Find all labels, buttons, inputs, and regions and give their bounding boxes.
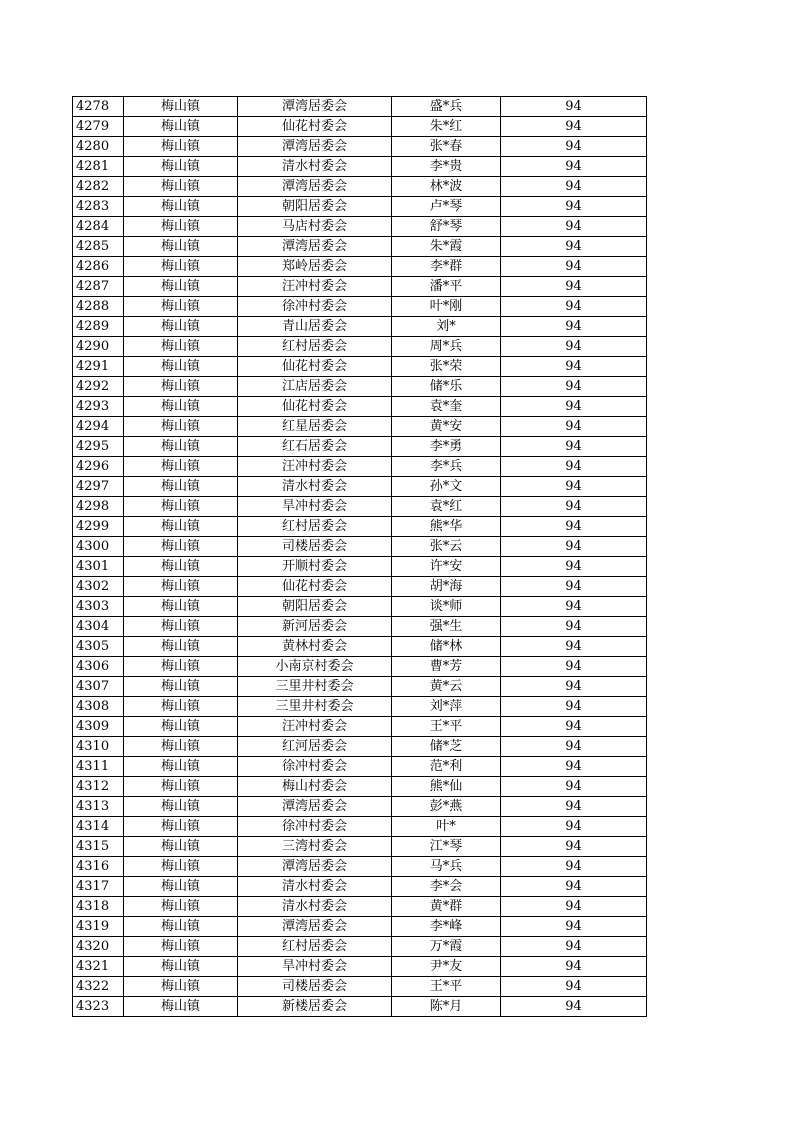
value-cell: 94 (501, 777, 647, 797)
village-committee-cell: 旱冲村委会 (238, 957, 392, 977)
row-number-cell: 4323 (73, 997, 124, 1017)
table-row (73, 857, 647, 877)
town-cell: 梅山镇 (124, 257, 238, 277)
person-name-cell: 叶*刚 (392, 297, 501, 317)
person-name-cell: 陈*月 (392, 997, 501, 1017)
row-number-cell: 4284 (73, 217, 124, 237)
person-name-cell: 马*兵 (392, 857, 501, 877)
value-cell: 94 (501, 457, 647, 477)
person-name-cell: 李*群 (392, 257, 501, 277)
table-row (73, 657, 647, 677)
value-cell: 94 (501, 117, 647, 137)
table-row (73, 457, 647, 477)
person-name-cell: 孙*文 (392, 477, 501, 497)
person-name-cell: 周*兵 (392, 337, 501, 357)
row-number-cell: 4307 (73, 677, 124, 697)
village-committee-cell: 汪冲村委会 (238, 457, 392, 477)
town-cell: 梅山镇 (124, 797, 238, 817)
value-cell: 94 (501, 657, 647, 677)
table-row (73, 177, 647, 197)
value-cell: 94 (501, 637, 647, 657)
row-number-cell: 4309 (73, 717, 124, 737)
row-number-cell: 4311 (73, 757, 124, 777)
person-name-cell: 朱*霞 (392, 237, 501, 257)
table-body (73, 97, 647, 1017)
person-name-cell: 储*乐 (392, 377, 501, 397)
row-number-cell: 4317 (73, 877, 124, 897)
person-name-cell: 谈*师 (392, 597, 501, 617)
table-row (73, 157, 647, 177)
table-row (73, 477, 647, 497)
table-row (73, 217, 647, 237)
table-row (73, 877, 647, 897)
town-cell: 梅山镇 (124, 577, 238, 597)
value-cell: 94 (501, 837, 647, 857)
town-cell: 梅山镇 (124, 417, 238, 437)
row-number-cell: 4291 (73, 357, 124, 377)
row-number-cell: 4299 (73, 517, 124, 537)
person-name-cell: 胡*海 (392, 577, 501, 597)
person-name-cell: 王*平 (392, 977, 501, 997)
village-committee-cell: 仙花村委会 (238, 357, 392, 377)
person-name-cell: 叶* (392, 817, 501, 837)
data-table (72, 96, 647, 1017)
row-number-cell: 4293 (73, 397, 124, 417)
village-committee-cell: 马店村委会 (238, 217, 392, 237)
value-cell: 94 (501, 677, 647, 697)
town-cell: 梅山镇 (124, 657, 238, 677)
value-cell: 94 (501, 397, 647, 417)
table-row (73, 537, 647, 557)
table-row (73, 697, 647, 717)
row-number-cell: 4281 (73, 157, 124, 177)
village-committee-cell: 清水村委会 (238, 157, 392, 177)
town-cell: 梅山镇 (124, 597, 238, 617)
value-cell: 94 (501, 937, 647, 957)
row-number-cell: 4298 (73, 497, 124, 517)
value-cell: 94 (501, 897, 647, 917)
town-cell: 梅山镇 (124, 457, 238, 477)
town-cell: 梅山镇 (124, 957, 238, 977)
village-committee-cell: 潭湾居委会 (238, 917, 392, 937)
table-row (73, 497, 647, 517)
row-number-cell: 4292 (73, 377, 124, 397)
row-number-cell: 4294 (73, 417, 124, 437)
person-name-cell: 刘*萍 (392, 697, 501, 717)
person-name-cell: 张*云 (392, 537, 501, 557)
value-cell: 94 (501, 577, 647, 597)
person-name-cell: 李*兵 (392, 457, 501, 477)
village-committee-cell: 新河居委会 (238, 617, 392, 637)
village-committee-cell: 仙花村委会 (238, 577, 392, 597)
table-row (73, 297, 647, 317)
person-name-cell: 李*勇 (392, 437, 501, 457)
village-committee-cell: 朝阳居委会 (238, 597, 392, 617)
town-cell: 梅山镇 (124, 477, 238, 497)
value-cell: 94 (501, 597, 647, 617)
village-committee-cell: 清水村委会 (238, 877, 392, 897)
value-cell: 94 (501, 737, 647, 757)
table-row (73, 137, 647, 157)
value-cell: 94 (501, 957, 647, 977)
village-committee-cell: 开顺村委会 (238, 557, 392, 577)
table-row (73, 517, 647, 537)
town-cell: 梅山镇 (124, 137, 238, 157)
value-cell: 94 (501, 817, 647, 837)
village-committee-cell: 潭湾居委会 (238, 177, 392, 197)
person-name-cell: 李*会 (392, 877, 501, 897)
person-name-cell: 潘*平 (392, 277, 501, 297)
village-committee-cell: 司楼居委会 (238, 977, 392, 997)
village-committee-cell: 红河居委会 (238, 737, 392, 757)
town-cell: 梅山镇 (124, 317, 238, 337)
village-committee-cell: 红村居委会 (238, 337, 392, 357)
person-name-cell: 彭*燕 (392, 797, 501, 817)
village-committee-cell: 旱冲村委会 (238, 497, 392, 517)
table-row (73, 257, 647, 277)
town-cell: 梅山镇 (124, 637, 238, 657)
row-number-cell: 4296 (73, 457, 124, 477)
row-number-cell: 4282 (73, 177, 124, 197)
row-number-cell: 4286 (73, 257, 124, 277)
person-name-cell: 袁*奎 (392, 397, 501, 417)
value-cell: 94 (501, 137, 647, 157)
table-row (73, 437, 647, 457)
town-cell: 梅山镇 (124, 717, 238, 737)
person-name-cell: 强*生 (392, 617, 501, 637)
table-row (73, 937, 647, 957)
town-cell: 梅山镇 (124, 437, 238, 457)
table-row (73, 397, 647, 417)
village-committee-cell: 徐冲村委会 (238, 757, 392, 777)
table-row (73, 777, 647, 797)
town-cell: 梅山镇 (124, 757, 238, 777)
village-committee-cell: 清水村委会 (238, 897, 392, 917)
person-name-cell: 储*芝 (392, 737, 501, 757)
person-name-cell: 许*安 (392, 557, 501, 577)
value-cell: 94 (501, 297, 647, 317)
row-number-cell: 4305 (73, 637, 124, 657)
value-cell: 94 (501, 697, 647, 717)
table-row (73, 377, 647, 397)
town-cell: 梅山镇 (124, 357, 238, 377)
table-row (73, 577, 647, 597)
village-committee-cell: 仙花村委会 (238, 117, 392, 137)
person-name-cell: 袁*红 (392, 497, 501, 517)
value-cell: 94 (501, 557, 647, 577)
row-number-cell: 4313 (73, 797, 124, 817)
row-number-cell: 4314 (73, 817, 124, 837)
table-row (73, 337, 647, 357)
row-number-cell: 4312 (73, 777, 124, 797)
village-committee-cell: 郑岭居委会 (238, 257, 392, 277)
village-committee-cell: 潭湾居委会 (238, 857, 392, 877)
person-name-cell: 范*利 (392, 757, 501, 777)
town-cell: 梅山镇 (124, 777, 238, 797)
row-number-cell: 4308 (73, 697, 124, 717)
person-name-cell: 江*琴 (392, 837, 501, 857)
table-row (73, 637, 647, 657)
row-number-cell: 4304 (73, 617, 124, 637)
value-cell: 94 (501, 757, 647, 777)
person-name-cell: 曹*芳 (392, 657, 501, 677)
person-name-cell: 李*峰 (392, 917, 501, 937)
table-row (73, 237, 647, 257)
village-committee-cell: 红星居委会 (238, 417, 392, 437)
town-cell: 梅山镇 (124, 977, 238, 997)
value-cell: 94 (501, 97, 647, 117)
town-cell: 梅山镇 (124, 197, 238, 217)
village-committee-cell: 潭湾居委会 (238, 237, 392, 257)
row-number-cell: 4322 (73, 977, 124, 997)
person-name-cell: 张*荣 (392, 357, 501, 377)
table-row (73, 617, 647, 637)
person-name-cell: 熊*华 (392, 517, 501, 537)
village-committee-cell: 小南京村委会 (238, 657, 392, 677)
row-number-cell: 4285 (73, 237, 124, 257)
value-cell: 94 (501, 277, 647, 297)
value-cell: 94 (501, 197, 647, 217)
person-name-cell: 王*平 (392, 717, 501, 737)
town-cell: 梅山镇 (124, 177, 238, 197)
town-cell: 梅山镇 (124, 297, 238, 317)
row-number-cell: 4295 (73, 437, 124, 457)
town-cell: 梅山镇 (124, 377, 238, 397)
person-name-cell: 李*贵 (392, 157, 501, 177)
row-number-cell: 4320 (73, 937, 124, 957)
village-committee-cell: 三里井村委会 (238, 697, 392, 717)
table-row (73, 317, 647, 337)
town-cell: 梅山镇 (124, 817, 238, 837)
table-row (73, 917, 647, 937)
town-cell: 梅山镇 (124, 897, 238, 917)
town-cell: 梅山镇 (124, 537, 238, 557)
town-cell: 梅山镇 (124, 237, 238, 257)
row-number-cell: 4310 (73, 737, 124, 757)
row-number-cell: 4290 (73, 337, 124, 357)
village-committee-cell: 青山居委会 (238, 317, 392, 337)
town-cell: 梅山镇 (124, 837, 238, 857)
person-name-cell: 黄*安 (392, 417, 501, 437)
row-number-cell: 4303 (73, 597, 124, 617)
town-cell: 梅山镇 (124, 697, 238, 717)
value-cell: 94 (501, 857, 647, 877)
person-name-cell: 林*波 (392, 177, 501, 197)
value-cell: 94 (501, 477, 647, 497)
value-cell: 94 (501, 977, 647, 997)
person-name-cell: 朱*红 (392, 117, 501, 137)
person-name-cell: 舒*琴 (392, 217, 501, 237)
town-cell: 梅山镇 (124, 397, 238, 417)
person-name-cell: 盛*兵 (392, 97, 501, 117)
row-number-cell: 4280 (73, 137, 124, 157)
table-row (73, 717, 647, 737)
table-row (73, 557, 647, 577)
village-committee-cell: 司楼居委会 (238, 537, 392, 557)
village-committee-cell: 三里井村委会 (238, 677, 392, 697)
town-cell: 梅山镇 (124, 997, 238, 1017)
table-row (73, 897, 647, 917)
town-cell: 梅山镇 (124, 937, 238, 957)
table-row (73, 977, 647, 997)
person-name-cell: 黄*群 (392, 897, 501, 917)
village-committee-cell: 徐冲村委会 (238, 817, 392, 837)
village-committee-cell: 红村居委会 (238, 517, 392, 537)
value-cell: 94 (501, 997, 647, 1017)
village-committee-cell: 潭湾居委会 (238, 797, 392, 817)
table-row (73, 797, 647, 817)
person-name-cell: 熊*仙 (392, 777, 501, 797)
town-cell: 梅山镇 (124, 557, 238, 577)
row-number-cell: 4321 (73, 957, 124, 977)
town-cell: 梅山镇 (124, 737, 238, 757)
value-cell: 94 (501, 717, 647, 737)
value-cell: 94 (501, 237, 647, 257)
table-row (73, 417, 647, 437)
village-committee-cell: 徐冲村委会 (238, 297, 392, 317)
person-name-cell: 黄*云 (392, 677, 501, 697)
table-row (73, 997, 647, 1017)
row-number-cell: 4278 (73, 97, 124, 117)
person-name-cell: 刘* (392, 317, 501, 337)
town-cell: 梅山镇 (124, 677, 238, 697)
village-committee-cell: 潭湾居委会 (238, 97, 392, 117)
village-committee-cell: 仙花村委会 (238, 397, 392, 417)
table-row (73, 737, 647, 757)
row-number-cell: 4283 (73, 197, 124, 217)
person-name-cell: 万*霞 (392, 937, 501, 957)
town-cell: 梅山镇 (124, 877, 238, 897)
town-cell: 梅山镇 (124, 157, 238, 177)
person-name-cell: 储*林 (392, 637, 501, 657)
value-cell: 94 (501, 157, 647, 177)
value-cell: 94 (501, 497, 647, 517)
value-cell: 94 (501, 257, 647, 277)
row-number-cell: 4306 (73, 657, 124, 677)
row-number-cell: 4315 (73, 837, 124, 857)
table-row (73, 277, 647, 297)
person-name-cell: 卢*琴 (392, 197, 501, 217)
row-number-cell: 4316 (73, 857, 124, 877)
village-committee-cell: 汪冲村委会 (238, 717, 392, 737)
value-cell: 94 (501, 177, 647, 197)
town-cell: 梅山镇 (124, 337, 238, 357)
value-cell: 94 (501, 877, 647, 897)
value-cell: 94 (501, 217, 647, 237)
row-number-cell: 4279 (73, 117, 124, 137)
row-number-cell: 4301 (73, 557, 124, 577)
row-number-cell: 4318 (73, 897, 124, 917)
value-cell: 94 (501, 377, 647, 397)
value-cell: 94 (501, 437, 647, 457)
value-cell: 94 (501, 337, 647, 357)
village-committee-cell: 江店居委会 (238, 377, 392, 397)
village-committee-cell: 三湾村委会 (238, 837, 392, 857)
village-committee-cell: 梅山村委会 (238, 777, 392, 797)
town-cell: 梅山镇 (124, 277, 238, 297)
town-cell: 梅山镇 (124, 617, 238, 637)
table-row (73, 837, 647, 857)
village-committee-cell: 潭湾居委会 (238, 137, 392, 157)
table-row (73, 677, 647, 697)
value-cell: 94 (501, 917, 647, 937)
village-committee-cell: 清水村委会 (238, 477, 392, 497)
person-name-cell: 尹*友 (392, 957, 501, 977)
town-cell: 梅山镇 (124, 917, 238, 937)
value-cell: 94 (501, 537, 647, 557)
person-name-cell: 张*春 (392, 137, 501, 157)
table-row (73, 957, 647, 977)
table-row (73, 117, 647, 137)
table-row (73, 757, 647, 777)
town-cell: 梅山镇 (124, 217, 238, 237)
town-cell: 梅山镇 (124, 497, 238, 517)
row-number-cell: 4287 (73, 277, 124, 297)
row-number-cell: 4302 (73, 577, 124, 597)
row-number-cell: 4288 (73, 297, 124, 317)
table-row (73, 357, 647, 377)
value-cell: 94 (501, 417, 647, 437)
town-cell: 梅山镇 (124, 517, 238, 537)
village-committee-cell: 红村居委会 (238, 937, 392, 957)
value-cell: 94 (501, 617, 647, 637)
value-cell: 94 (501, 517, 647, 537)
row-number-cell: 4319 (73, 917, 124, 937)
row-number-cell: 4289 (73, 317, 124, 337)
town-cell: 梅山镇 (124, 97, 238, 117)
row-number-cell: 4300 (73, 537, 124, 557)
table-row (73, 97, 647, 117)
village-committee-cell: 红石居委会 (238, 437, 392, 457)
value-cell: 94 (501, 797, 647, 817)
value-cell: 94 (501, 317, 647, 337)
table-row (73, 197, 647, 217)
town-cell: 梅山镇 (124, 117, 238, 137)
village-committee-cell: 新楼居委会 (238, 997, 392, 1017)
value-cell: 94 (501, 357, 647, 377)
village-committee-cell: 朝阳居委会 (238, 197, 392, 217)
table-row (73, 817, 647, 837)
village-committee-cell: 黄林村委会 (238, 637, 392, 657)
town-cell: 梅山镇 (124, 857, 238, 877)
table-row (73, 597, 647, 617)
row-number-cell: 4297 (73, 477, 124, 497)
village-committee-cell: 汪冲村委会 (238, 277, 392, 297)
